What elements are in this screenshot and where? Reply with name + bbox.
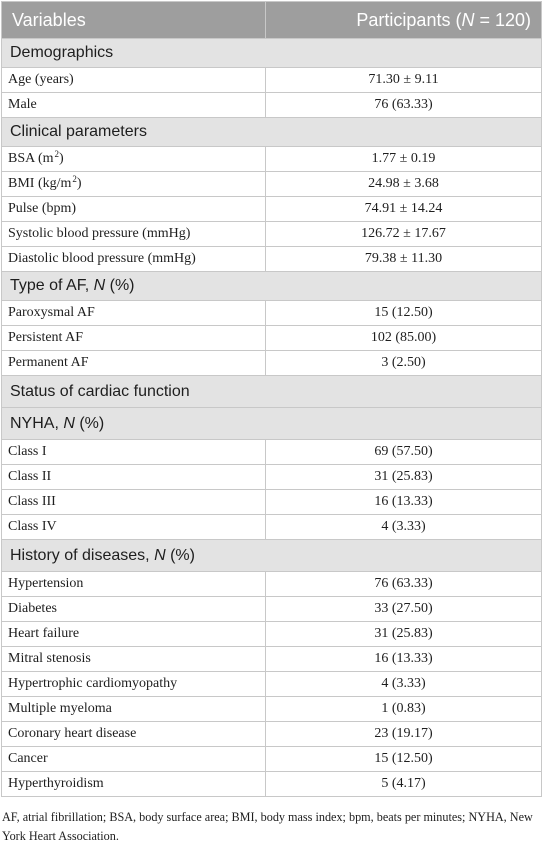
row-label: Permanent AF [2, 351, 266, 376]
section-title-pct: (%) [165, 546, 195, 564]
table-row [2, 490, 542, 515]
section-clinical-parameters [2, 118, 542, 147]
row-value: 4 (3.33) [266, 515, 542, 540]
row-label: Hyperthyroidism [2, 772, 266, 797]
row-label: Mitral stenosis [2, 647, 266, 672]
row-label-superscript: 2 [72, 174, 77, 184]
row-label: Age (years) [2, 68, 266, 93]
section-title [2, 272, 542, 301]
row-value: 15 (12.50) [266, 747, 542, 772]
row-value: 24.98 ± 3.68 [266, 172, 542, 197]
table-footnote: AF, atrial fibrillation; BSA, body surface area; BMI, body mass index; bpm, beats per minutes; NYHA, New York Heart Association. [2, 810, 533, 843]
row-label-suffix: ) [76, 176, 82, 191]
row-label: Male [2, 93, 266, 118]
header-variables: Variables [2, 2, 266, 39]
table-row [2, 697, 542, 722]
row-label [2, 147, 266, 172]
table-row [2, 247, 542, 272]
section-title-text: NYHA, [10, 414, 64, 432]
row-value: 16 (13.33) [266, 647, 542, 672]
row-label: Diastolic blood pressure (mmHg) [2, 247, 266, 272]
row-label: Hypertrophic cardiomyopathy [2, 672, 266, 697]
row-value: 16 (13.33) [266, 490, 542, 515]
section-title [2, 408, 542, 440]
row-value: 4 (3.33) [266, 672, 542, 697]
row-label: Coronary heart disease [2, 722, 266, 747]
header-participants-prefix: Participants ( [356, 9, 462, 30]
table-row [2, 222, 542, 247]
header-participants-suffix: = 120) [474, 9, 531, 30]
table-row [2, 351, 542, 376]
section-title-n: N [154, 546, 166, 564]
row-value: 23 (19.17) [266, 722, 542, 747]
row-label: Heart failure [2, 622, 266, 647]
row-label: Persistent AF [2, 326, 266, 351]
section-title-text: History of diseases, [10, 546, 155, 564]
row-value: 31 (25.83) [266, 465, 542, 490]
row-value: 5 (4.17) [266, 772, 542, 797]
row-value: 15 (12.50) [266, 301, 542, 326]
row-label: Diabetes [2, 597, 266, 622]
table-row [2, 772, 542, 797]
row-value: 1.77 ± 0.19 [266, 147, 542, 172]
row-value: 1 (0.83) [266, 697, 542, 722]
section-nyha [2, 408, 542, 440]
row-value: 69 (57.50) [266, 440, 542, 465]
row-value: 3 (2.50) [266, 351, 542, 376]
row-label: Paroxysmal AF [2, 301, 266, 326]
table-row [2, 197, 542, 222]
section-demographics [2, 39, 542, 68]
row-value: 126.72 ± 17.67 [266, 222, 542, 247]
table-row [2, 301, 542, 326]
table-row [2, 622, 542, 647]
section-title-pct: (%) [105, 277, 135, 294]
baseline-characteristics-table [1, 1, 542, 797]
header-participants [266, 2, 542, 39]
row-label [2, 172, 266, 197]
table-row [2, 172, 542, 197]
section-history-of-diseases [2, 540, 542, 572]
row-value: 71.30 ± 9.11 [266, 68, 542, 93]
row-label: Class IV [2, 515, 266, 540]
table-row [2, 597, 542, 622]
table-row [2, 672, 542, 697]
section-title-pct: (%) [74, 414, 105, 432]
table-row [2, 515, 542, 540]
row-label: Systolic blood pressure (mmHg) [2, 222, 266, 247]
section-title: Status of cardiac function [2, 376, 542, 408]
section-cardiac-function [2, 376, 542, 408]
row-label: Multiple myeloma [2, 697, 266, 722]
row-label-prefix: BSA (m [8, 151, 54, 166]
row-value: 76 (63.33) [266, 572, 542, 597]
row-value: 79.38 ± 11.30 [266, 247, 542, 272]
row-label: Pulse (bpm) [2, 197, 266, 222]
table-row [2, 93, 542, 118]
row-value: 33 (27.50) [266, 597, 542, 622]
section-title [2, 540, 542, 572]
row-label: Hypertension [2, 572, 266, 597]
row-value: 76 (63.33) [266, 93, 542, 118]
row-label: Class I [2, 440, 266, 465]
table-row [2, 572, 542, 597]
section-type-of-af [2, 272, 542, 301]
table-header-row [2, 2, 542, 39]
table-row [2, 147, 542, 172]
section-title: Demographics [2, 39, 542, 68]
row-label-prefix: BMI (kg/m [8, 176, 72, 191]
row-value: 31 (25.83) [266, 622, 542, 647]
row-label: Class III [2, 490, 266, 515]
section-title: Clinical parameters [2, 118, 542, 147]
table-row [2, 747, 542, 772]
table-row [2, 722, 542, 747]
row-label: Cancer [2, 747, 266, 772]
row-value: 74.91 ± 14.24 [266, 197, 542, 222]
header-participants-n: N [461, 9, 475, 30]
table-row [2, 326, 542, 351]
table-row [2, 465, 542, 490]
row-label-suffix: ) [59, 151, 64, 166]
section-title-n: N [63, 414, 75, 432]
row-label: Class II [2, 465, 266, 490]
row-label-superscript: 2 [54, 149, 60, 159]
table-row [2, 68, 542, 93]
section-title-text: Type of AF, [10, 277, 94, 294]
row-value: 102 (85.00) [266, 326, 542, 351]
table-row [2, 440, 542, 465]
table-row [2, 647, 542, 672]
section-title-n: N [93, 277, 106, 294]
